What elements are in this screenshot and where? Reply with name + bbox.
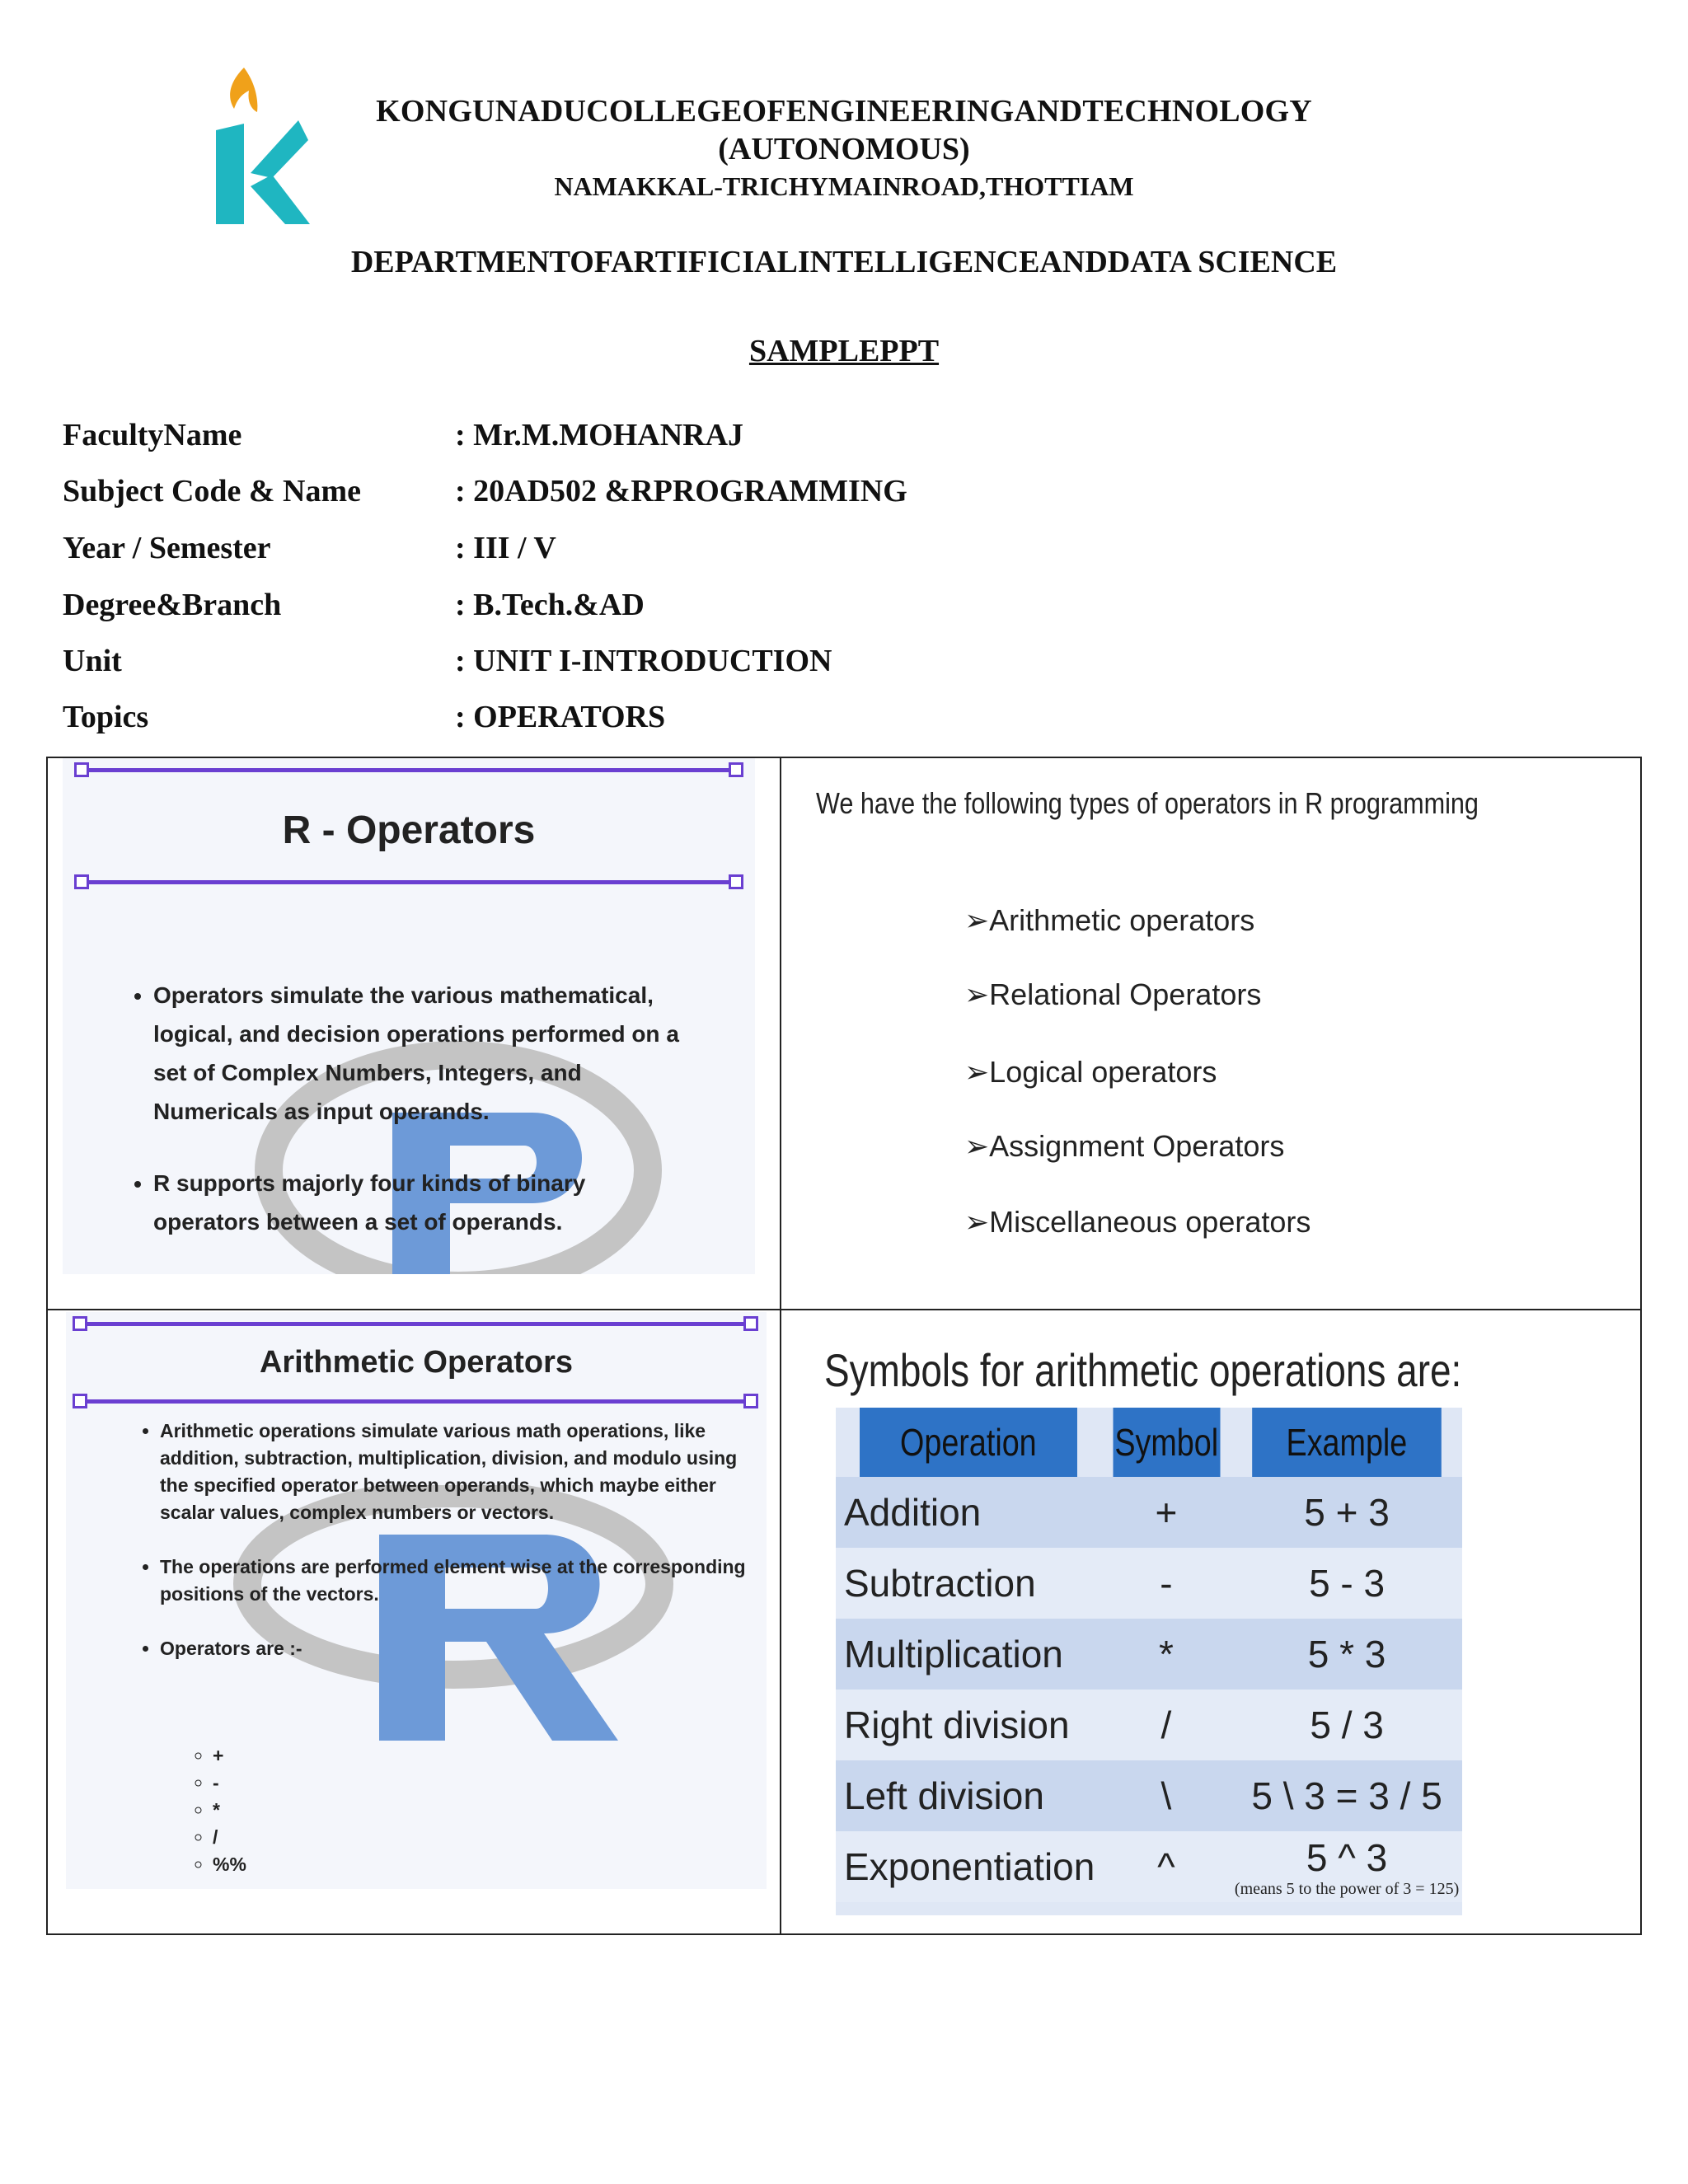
operator-type-item: ➢Arithmetic operators: [964, 903, 1255, 937]
slide-arithmetic-symbols: [783, 1312, 1640, 1930]
table-row: [836, 1477, 1462, 1548]
rule-handle: [743, 1316, 758, 1331]
example-cell: 5 \ 3 = 3 / 5: [1231, 1760, 1462, 1831]
operator-type-item: ➢Miscellaneous operators: [964, 1205, 1311, 1239]
operator-type-item: ➢Assignment Operators: [964, 1129, 1285, 1163]
table-row: [836, 1619, 1462, 1690]
operation-cell: Subtraction: [836, 1548, 1101, 1619]
symbol-cell: *: [1101, 1619, 1232, 1690]
bullet-item: • Operators are :-: [160, 1635, 753, 1662]
operation-cell: Exponentiation: [836, 1831, 1101, 1902]
bullet-item: • Operators simulate the various mathematical, logical, and decision operations performed on a set of Complex Numbers, Integers, and Numericals as input operands.: [153, 976, 697, 1131]
bullet-item: • R supports majorly four kinds of binary operators between a set of operands.: [153, 1164, 697, 1241]
info-value-year: : III / V: [455, 531, 556, 565]
department-name: DEPARTMENTOFARTIFICIALINTELLIGENCEANDDATA SCIENCE: [350, 245, 1338, 279]
table-row: [836, 1690, 1462, 1760]
column-header: Example: [1252, 1408, 1441, 1477]
college-status: (AUTONOMOUS): [718, 132, 970, 166]
title-rule-bottom: [79, 1399, 748, 1404]
info-label-topics: Topics: [63, 700, 149, 734]
slide-intro: We have the following types of operators in R programming: [816, 786, 1479, 820]
info-label-subject: Subject Code & Name: [63, 474, 362, 509]
info-label-unit: Unit: [63, 644, 122, 678]
operation-cell: Left division: [836, 1760, 1101, 1831]
rule-handle: [73, 1394, 87, 1408]
example-cell: 5 + 3: [1231, 1477, 1462, 1548]
example-cell: 5 - 3: [1231, 1548, 1462, 1619]
info-label-faculty: FacultyName: [63, 418, 242, 452]
slide-arithmetic-operators: [66, 1312, 767, 1889]
symbols-table: [836, 1408, 1462, 1915]
symbol-cell: /: [1101, 1690, 1232, 1760]
arrow-icon: ➢: [964, 903, 990, 937]
slide-bullets: [135, 1418, 753, 1690]
info-value-topics: : OPERATORS: [455, 700, 666, 734]
operator-symbol-item: ◦ +: [213, 1742, 246, 1769]
slide-title: Arithmetic Operators: [259, 1345, 574, 1380]
bullet-item: • The operations are performed element wise at the corresponding positions of the vectors.: [160, 1554, 753, 1608]
operator-symbol-item: ◦ *: [213, 1797, 246, 1824]
table-row: [836, 1831, 1462, 1902]
rule-handle: [74, 762, 89, 777]
operator-symbol-list: [191, 1742, 246, 1878]
info-label-year: Year / Semester: [63, 531, 271, 565]
college-address: NAMAKKAL-TRICHYMAINROAD,THOTTIAM: [554, 171, 1134, 201]
operator-type-item: ➢Logical operators: [964, 1055, 1217, 1089]
symbol-cell: \: [1101, 1760, 1232, 1831]
document-title: SAMPLEPPT: [748, 334, 940, 368]
info-label-degree: Degree&Branch: [63, 588, 282, 622]
info-value-subject: : 20AD502 &RPROGRAMMING: [455, 474, 907, 509]
rule-handle: [729, 762, 743, 777]
arrow-icon: ➢: [964, 1055, 990, 1089]
exponent-footnote: (means 5 to the power of 3 = 125): [1234, 1879, 1460, 1898]
table-header-row: [836, 1408, 1462, 1477]
rule-handle: [73, 1316, 87, 1331]
operation-cell: Multiplication: [836, 1619, 1101, 1690]
arrow-icon: ➢: [964, 977, 990, 1011]
operator-type-item: ➢Relational Operators: [964, 977, 1262, 1011]
college-name: KONGUNADUCOLLEGEOFENGINEERINGANDTECHNOLOGY: [376, 94, 1312, 129]
arrow-icon: ➢: [964, 1205, 990, 1239]
title-rule-top: [79, 1322, 748, 1326]
symbol-cell: +: [1101, 1477, 1232, 1548]
rule-handle: [729, 874, 743, 889]
column-header: Symbol: [1113, 1408, 1220, 1477]
operator-symbol-item: ◦ %%: [213, 1851, 246, 1878]
title-rule-bottom: [81, 880, 735, 884]
title-rule-top: [81, 768, 735, 772]
example-cell: 5 * 3: [1231, 1619, 1462, 1690]
info-value-faculty: : Mr.M.MOHANRAJ: [455, 418, 744, 452]
grid-divider-vertical: [780, 757, 781, 1935]
arrow-icon: ➢: [964, 1129, 990, 1163]
slide-r-operators: [63, 758, 755, 1274]
symbol-cell: ^: [1101, 1831, 1232, 1902]
operator-symbol-item: ◦ /: [213, 1824, 246, 1851]
operation-cell: Right division: [836, 1690, 1101, 1760]
example-cell: [1231, 1831, 1462, 1902]
bullet-item: • Arithmetic operations simulate various math operations, like addition, subtraction, multiplication, division, and modulo using the specified operator between operands, which maybe either scalar values, complex numbers or vectors.: [160, 1418, 753, 1526]
slide-heading: Symbols for arithmetic operations are:: [824, 1344, 1462, 1396]
slide-title: R - Operators: [282, 808, 536, 852]
example-value: 5 ^ 3: [1306, 1835, 1388, 1879]
example-cell: 5 / 3: [1231, 1690, 1462, 1760]
rule-handle: [743, 1394, 758, 1408]
college-header: [0, 92, 1688, 204]
slide-bullets: [129, 976, 697, 1274]
slide-operator-types: [783, 758, 1640, 1307]
column-header: Operation: [860, 1408, 1077, 1477]
table-row: [836, 1760, 1462, 1831]
info-value-unit: : UNIT I-INTRODUCTION: [455, 644, 832, 678]
operator-symbol-item: ◦ -: [213, 1769, 246, 1797]
table-row: [836, 1548, 1462, 1619]
rule-handle: [74, 874, 89, 889]
symbol-cell: -: [1101, 1548, 1232, 1619]
grid-divider-horizontal: [46, 1309, 1642, 1310]
operation-cell: Addition: [836, 1477, 1101, 1548]
info-value-degree: : B.Tech.&AD: [455, 588, 645, 622]
